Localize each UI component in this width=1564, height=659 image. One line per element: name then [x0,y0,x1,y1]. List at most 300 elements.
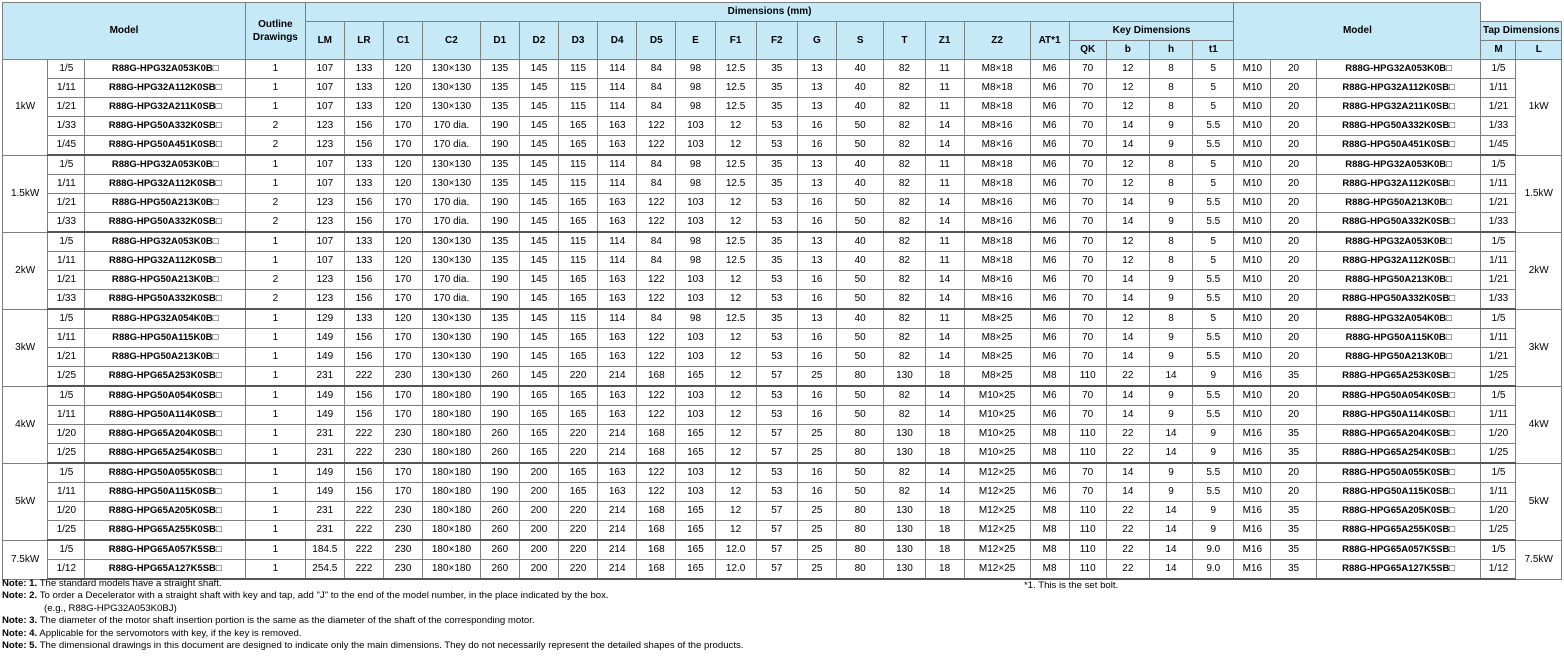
model-number: R88G-HPG50A332K0SB□ [1316,117,1481,136]
table-cell: 14 [1106,329,1149,348]
table-cell: 14 [1106,213,1149,233]
footnote: *1. This is the set bolt. [1024,580,1119,591]
table-cell: 190 [480,271,519,290]
table-cell: 12 [715,367,756,387]
table-cell: 135 [480,175,519,194]
table-row [3,60,1562,79]
table-cell: M8×18 [964,252,1030,271]
table-cell: 5 [1193,155,1234,175]
table-cell: 180×180 [423,483,481,502]
table-cell: 163 [598,213,637,233]
table-cell: 13 [797,79,836,98]
model-number: R88G-HPG32A054K0B□ [85,309,246,329]
reduction-ratio: 1/33 [1481,117,1516,136]
table-cell: 1 [246,79,306,98]
reduction-ratio: 1/21 [1481,348,1516,367]
table-cell: 214 [598,540,637,560]
table-cell: 1 [246,406,306,425]
table-cell: 12 [715,425,756,444]
table-cell: 2 [246,290,306,310]
table-cell: 107 [305,98,344,117]
key-header-qk: QK [1069,41,1106,60]
reduction-ratio: 1/20 [48,425,85,444]
table-cell: 40 [836,155,883,175]
table-cell: 5 [1193,175,1234,194]
table-cell: M6 [1030,483,1069,502]
table-cell: 130×130 [423,329,481,348]
table-cell: 133 [344,232,383,252]
table-cell: 13 [797,232,836,252]
table-cell: 9 [1149,386,1192,406]
table-cell: 145 [519,117,558,136]
table-cell: 114 [598,175,637,194]
table-cell: 14 [1149,521,1192,541]
table-cell: 165 [676,540,715,560]
table-cell: 1 [246,348,306,367]
table-cell: 53 [756,290,797,310]
table-cell: 168 [637,540,676,560]
table-row [3,271,1562,290]
table-cell: 2 [246,117,306,136]
table-cell: 149 [305,463,344,483]
table-cell: 9 [1149,483,1192,502]
table-cell: 25 [797,367,836,387]
table-row [3,348,1562,367]
table-cell: 230 [383,444,422,464]
table-cell: 84 [637,98,676,117]
table-cell: 14 [1106,386,1149,406]
model-number: R88G-HPG65A254K0SB□ [85,444,246,464]
table-cell: 222 [344,521,383,541]
table-cell: 190 [480,463,519,483]
table-cell: 82 [884,406,925,425]
table-cell: 8 [1149,60,1192,79]
model-number: R88G-HPG65A204K0SB□ [1316,425,1481,444]
key-dimensions-header: Key Dimensions [1069,22,1234,41]
table-cell: M8×25 [964,329,1030,348]
table-cell: 120 [383,175,422,194]
table-cell: 163 [598,194,637,213]
note-text: The dimensional drawings in this document are designed to indicate only the main dimensions. They do not necessarily represent the detailed shapes of the products. [39,640,744,652]
table-cell: M12×25 [964,540,1030,560]
table-cell: 57 [756,425,797,444]
table-cell: 122 [637,463,676,483]
table-cell: M16 [1234,367,1271,387]
table-cell: 2 [246,271,306,290]
table-cell: 70 [1069,309,1106,329]
table-cell: 18 [925,560,964,580]
reduction-ratio: 1/12 [48,560,85,580]
table-cell: 70 [1069,98,1106,117]
table-row [3,309,1562,329]
table-cell: 9 [1149,406,1192,425]
table-cell: 115 [559,252,598,271]
table-cell: 135 [480,232,519,252]
table-cell: M8×18 [964,175,1030,194]
table-cell: 14 [1149,367,1192,387]
table-cell: 220 [559,425,598,444]
table-cell: 12 [1106,252,1149,271]
table-cell: 156 [344,348,383,367]
table-cell: 82 [884,232,925,252]
table-cell: 12.5 [715,60,756,79]
table-cell: 70 [1069,406,1106,425]
table-cell: 70 [1069,175,1106,194]
table-cell: 12.5 [715,98,756,117]
table-cell: 18 [925,425,964,444]
table-cell: 231 [305,521,344,541]
table-cell: 220 [559,560,598,580]
table-cell: 190 [480,329,519,348]
table-cell: 165 [559,136,598,156]
table-cell: 12 [1106,79,1149,98]
table-cell: 53 [756,348,797,367]
table-cell: 200 [519,483,558,502]
table-cell: 135 [480,79,519,98]
table-cell: 107 [305,252,344,271]
reduction-ratio: 1/20 [48,502,85,521]
table-cell: M6 [1030,213,1069,233]
table-cell: 12 [715,521,756,541]
table-cell: 220 [559,367,598,387]
table-cell: 18 [925,367,964,387]
table-cell: 57 [756,444,797,464]
table-cell: 1 [246,252,306,271]
model-header-right: Model [1234,3,1481,60]
table-cell: 110 [1069,425,1106,444]
model-number: R88G-HPG32A053K0B□ [1316,155,1481,175]
table-cell: 130×130 [423,348,481,367]
model-number: R88G-HPG50A054K0SB□ [85,386,246,406]
table-cell: 165 [559,483,598,502]
table-cell: 170 [383,194,422,213]
table-cell: 156 [344,463,383,483]
note-label: Note: 4. [2,627,38,639]
table-cell: 25 [797,502,836,521]
table-cell: 123 [305,271,344,290]
table-cell: M16 [1234,425,1271,444]
dimensions-table [2,2,1562,580]
power-rating-right: 1.5kW [1516,155,1562,232]
table-cell: 11 [925,232,964,252]
table-cell: 35 [1271,540,1316,560]
table-cell: 16 [797,348,836,367]
reduction-ratio: 1/5 [1481,386,1516,406]
reduction-ratio: 1/5 [1481,540,1516,560]
table-cell: 80 [836,521,883,541]
table-cell: 14 [925,463,964,483]
table-row [3,483,1562,502]
table-cell: M10 [1234,463,1271,483]
table-cell: 145 [519,155,558,175]
table-cell: M8×16 [964,136,1030,156]
table-cell: 84 [637,175,676,194]
dim-header-d5: D5 [637,22,676,60]
table-cell: 163 [598,386,637,406]
table-cell: 145 [519,194,558,213]
table-cell: 14 [925,386,964,406]
table-cell: 110 [1069,560,1106,580]
model-number: R88G-HPG50A213K0B□ [85,194,246,213]
reduction-ratio: 1/25 [1481,521,1516,541]
table-cell: 165 [519,386,558,406]
table-cell: 80 [836,560,883,580]
table-cell: 57 [756,540,797,560]
table-cell: 35 [1271,444,1316,464]
model-number: R88G-HPG50A213K0B□ [1316,194,1481,213]
table-cell: M10 [1234,79,1271,98]
table-cell: M6 [1030,290,1069,310]
table-cell: M10 [1234,406,1271,425]
table-cell: 122 [637,194,676,213]
table-cell: 82 [884,117,925,136]
table-cell: 70 [1069,252,1106,271]
table-cell: 82 [884,175,925,194]
table-cell: 53 [756,136,797,156]
table-cell: M12×25 [964,483,1030,502]
table-cell: 14 [1149,540,1192,560]
table-cell: 11 [925,98,964,117]
table-cell: 163 [598,329,637,348]
key-header-h: h [1149,41,1192,60]
reduction-ratio: 1/33 [1481,290,1516,310]
table-cell: 165 [676,560,715,580]
dim-header-f2: F2 [756,22,797,60]
table-row [3,386,1562,406]
table-cell: 170 dia. [423,194,481,213]
table-cell: 1 [246,502,306,521]
table-cell: 130 [884,444,925,464]
table-cell: 82 [884,386,925,406]
table-cell: 12.5 [715,309,756,329]
table-cell: 70 [1069,271,1106,290]
table-cell: 156 [344,386,383,406]
table-cell: M6 [1030,406,1069,425]
table-cell: 230 [383,560,422,580]
table-cell: 165 [559,386,598,406]
table-cell: 14 [1106,117,1149,136]
table-cell: 214 [598,425,637,444]
table-cell: 70 [1069,463,1106,483]
table-cell: 12 [1106,309,1149,329]
table-cell: 80 [836,540,883,560]
table-cell: 12.5 [715,155,756,175]
table-cell: 190 [480,213,519,233]
table-cell: 1 [246,540,306,560]
table-cell: 110 [1069,502,1106,521]
table-cell: 53 [756,194,797,213]
table-cell: 5.5 [1193,406,1234,425]
table-cell: 107 [305,155,344,175]
table-cell: 12 [715,136,756,156]
table-cell: 260 [480,502,519,521]
table-cell: 20 [1271,463,1316,483]
table-cell: 12 [715,444,756,464]
reduction-ratio: 1/11 [48,175,85,194]
table-cell: 122 [637,271,676,290]
table-cell: 145 [519,136,558,156]
table-cell: 57 [756,502,797,521]
model-number: R88G-HPG65A127K5SB□ [1316,560,1481,580]
table-cell: 50 [836,194,883,213]
table-cell: 156 [344,136,383,156]
table-cell: 53 [756,406,797,425]
table-row [3,502,1562,521]
table-cell: 16 [797,213,836,233]
table-cell: 103 [676,348,715,367]
dim-header-z1: Z1 [925,22,964,60]
table-cell: 12 [715,213,756,233]
dim-header-e: E [676,22,715,60]
dim-header-d4: D4 [598,22,637,60]
table-cell: 120 [383,155,422,175]
table-cell: 12 [715,463,756,483]
table-cell: 103 [676,406,715,425]
reduction-ratio: 1/25 [48,444,85,464]
table-cell: 14 [925,483,964,502]
outline-drawings-header: Outline Drawings [246,3,306,60]
table-cell: 1 [246,521,306,541]
table-cell: 114 [598,79,637,98]
table-cell: 11 [925,252,964,271]
table-cell: 135 [480,60,519,79]
table-cell: 170 [383,290,422,310]
table-cell: 145 [519,252,558,271]
power-rating-right: 7.5kW [1516,540,1562,579]
model-number: R88G-HPG65A057K5SB□ [85,540,246,560]
table-cell: 16 [797,136,836,156]
table-cell: 8 [1149,98,1192,117]
table-cell: 145 [519,60,558,79]
table-cell: M8×18 [964,79,1030,98]
table-cell: 130×130 [423,232,481,252]
power-rating-right: 2kW [1516,232,1562,309]
table-cell: 80 [836,502,883,521]
table-cell: M6 [1030,348,1069,367]
table-cell: 133 [344,309,383,329]
table-cell: M12×25 [964,521,1030,541]
table-cell: 156 [344,329,383,348]
table-cell: 82 [884,194,925,213]
model-number: R88G-HPG65A255K0SB□ [85,521,246,541]
model-number: R88G-HPG50A055K0SB□ [1316,463,1481,483]
table-cell: 114 [598,60,637,79]
table-cell: 82 [884,98,925,117]
table-cell: 35 [756,155,797,175]
table-cell: 16 [797,463,836,483]
table-cell: 8 [1149,252,1192,271]
table-cell: 120 [383,79,422,98]
table-cell: 107 [305,60,344,79]
model-number: R88G-HPG32A112K0SB□ [1316,175,1481,194]
table-cell: 50 [836,290,883,310]
reduction-ratio: 1/5 [1481,60,1516,79]
table-cell: 260 [480,425,519,444]
table-cell: M10 [1234,232,1271,252]
table-cell: 12 [715,290,756,310]
reduction-ratio: 1/21 [48,271,85,290]
model-number: R88G-HPG65A205K0SB□ [85,502,246,521]
power-rating-right: 5kW [1516,463,1562,540]
table-cell: 40 [836,175,883,194]
table-cell: 14 [1106,194,1149,213]
table-cell: 103 [676,136,715,156]
table-cell: 20 [1271,348,1316,367]
table-cell: 190 [480,386,519,406]
table-cell: 168 [637,521,676,541]
table-cell: 149 [305,406,344,425]
table-cell: 200 [519,463,558,483]
table-cell: 9 [1149,194,1192,213]
model-number: R88G-HPG65A255K0SB□ [1316,521,1481,541]
note-text: The standard models have a straight shaft. [39,578,222,589]
table-cell: M10 [1234,194,1271,213]
table-cell: 1 [246,463,306,483]
table-cell: 165 [559,290,598,310]
table-cell: 220 [559,521,598,541]
table-row [3,98,1562,117]
table-cell: 12 [715,194,756,213]
model-number: R88G-HPG50A115K0B□ [85,329,246,348]
reduction-ratio: 1/5 [48,232,85,252]
table-cell: 222 [344,502,383,521]
table-cell: 103 [676,271,715,290]
table-cell: M6 [1030,175,1069,194]
power-rating: 7.5kW [3,540,48,579]
table-cell: 135 [480,98,519,117]
table-cell: 220 [559,502,598,521]
table-cell: 170 dia. [423,213,481,233]
model-number: R88G-HPG65A205K0SB□ [1316,502,1481,521]
table-cell: M8 [1030,560,1069,580]
table-cell: M10×25 [964,425,1030,444]
reduction-ratio: 1/45 [1481,136,1516,156]
table-cell: 53 [756,117,797,136]
reduction-ratio: 1/33 [1481,213,1516,233]
table-cell: 50 [836,386,883,406]
table-cell: 180×180 [423,540,481,560]
table-cell: 260 [480,444,519,464]
table-cell: 214 [598,444,637,464]
table-cell: 12 [715,502,756,521]
dim-header-d1: D1 [480,22,519,60]
table-cell: 190 [480,406,519,425]
table-cell: 130×130 [423,98,481,117]
table-cell: 5 [1193,309,1234,329]
table-cell: 1 [246,232,306,252]
model-number: R88G-HPG32A053K0B□ [1316,232,1481,252]
table-cell: 22 [1106,502,1149,521]
table-cell: M16 [1234,444,1271,464]
table-cell: 16 [797,290,836,310]
table-cell: 120 [383,252,422,271]
table-cell: 123 [305,213,344,233]
table-cell: 53 [756,386,797,406]
table-cell: 20 [1271,329,1316,348]
table-cell: 130 [884,502,925,521]
table-cell: 163 [598,406,637,425]
power-rating-right: 4kW [1516,386,1562,463]
table-cell: 35 [1271,367,1316,387]
table-cell: 190 [480,483,519,502]
model-number: R88G-HPG32A053K0B□ [1316,60,1481,79]
table-cell: 84 [637,309,676,329]
table-cell: 123 [305,136,344,156]
reduction-ratio: 1/5 [48,463,85,483]
table-cell: 13 [797,98,836,117]
table-cell: 12.5 [715,175,756,194]
table-cell: 120 [383,98,422,117]
